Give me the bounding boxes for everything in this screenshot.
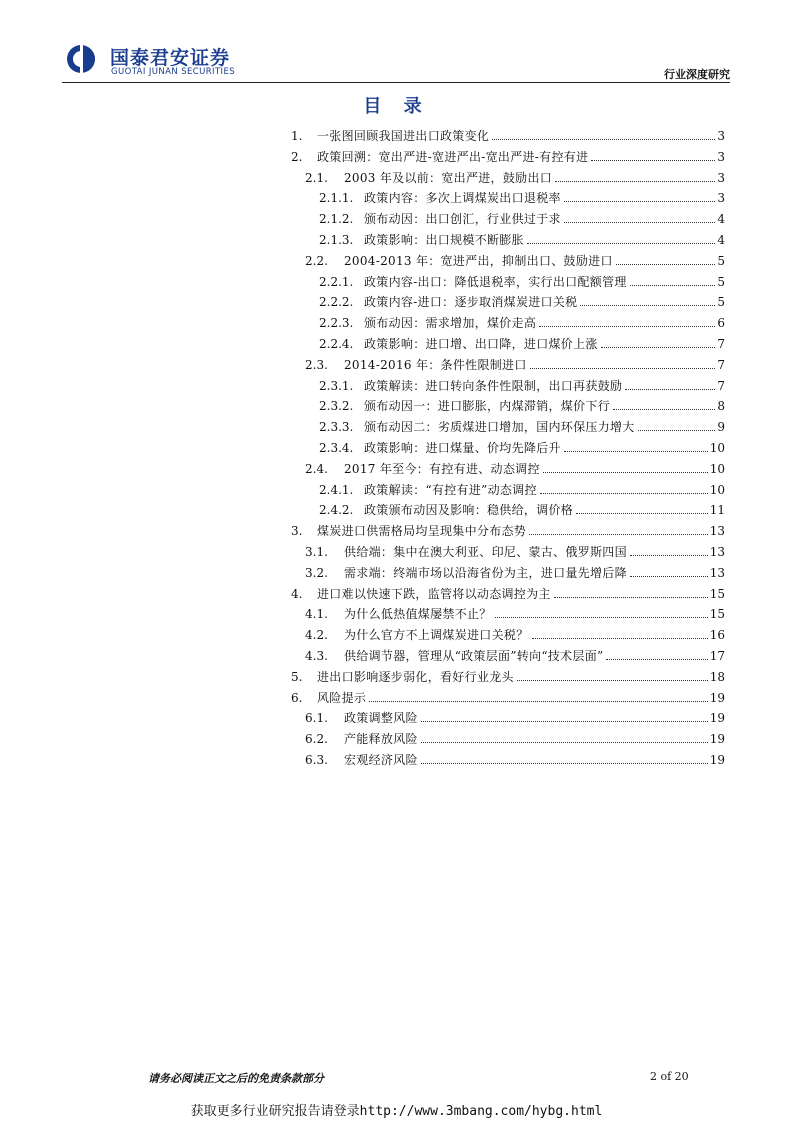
toc-entry-title: 颁布动因二：劣质煤进口增加，国内环保压力增大 <box>364 420 635 435</box>
toc-entry-page: 7 <box>717 336 725 351</box>
toc-entry-page: 5 <box>717 274 725 289</box>
toc-dot-leader <box>630 285 715 286</box>
toc-dot-leader <box>625 389 715 390</box>
toc-entry-title: 风险提示 <box>317 690 367 705</box>
toc-entry[interactable] <box>283 355 725 376</box>
toc-entry-title: 煤炭进口供需格局均呈现集中分布态势 <box>317 524 527 539</box>
toc-dot-leader <box>421 763 708 764</box>
toc-entry-page: 13 <box>709 565 725 580</box>
toc-entry-number: 2.2.2. <box>319 295 354 310</box>
toc-entry-title: 2017 年至今：有控有进、动态调控 <box>344 461 540 476</box>
toc-dot-leader <box>601 347 715 348</box>
disclaimer-note: 请务必阅读正文之后的免责条款部分 <box>148 1072 324 1085</box>
toc-entry-title: 政策影响：进口增、出口降，进口煤价上涨 <box>364 336 598 351</box>
toc-entry-page: 3 <box>717 170 725 185</box>
toc-entry-page: 19 <box>709 732 725 747</box>
toc-entry-page: 7 <box>717 357 725 372</box>
toc-entry-page: 10 <box>709 440 725 455</box>
toc-entry-page: 9 <box>717 420 725 435</box>
toc-entry-number: 4.1. <box>305 607 328 622</box>
toc-dot-leader <box>421 742 708 743</box>
toc-entry-number: 3.2. <box>305 565 328 580</box>
toc-entry[interactable] <box>283 188 725 209</box>
toc-entry[interactable] <box>283 168 725 189</box>
toc-entry-title: 宏观经济风险 <box>344 752 418 767</box>
toc-entry[interactable] <box>283 750 725 771</box>
toc-entry[interactable] <box>283 667 725 688</box>
toc-dot-leader <box>564 222 715 223</box>
toc-entry-title: 政策解读：进口转向条件性限制，出口再获鼓励 <box>364 378 623 393</box>
toc-entry[interactable] <box>283 542 725 563</box>
toc-entry-number: 2.2. <box>305 253 328 268</box>
toc-entry-number: 2.3.4. <box>319 440 354 455</box>
toc-entry-number: 2.1. <box>305 170 328 185</box>
toc-entry-number: 5. <box>291 669 303 684</box>
toc-entry[interactable] <box>283 272 725 293</box>
toc-entry-number: 2.4. <box>305 461 328 476</box>
toc-entry[interactable] <box>283 230 725 251</box>
toc-dot-leader <box>638 430 715 431</box>
toc-dot-leader <box>529 534 708 535</box>
toc-entry-title: 进出口影响逐步弱化，看好行业龙头 <box>317 669 514 684</box>
toc-entry-number: 4.2. <box>305 628 328 643</box>
toc-dot-leader <box>554 597 708 598</box>
toc-dot-leader <box>492 139 715 140</box>
toc-entry-title: 政策内容-进口：逐步取消煤炭进口关税 <box>364 295 578 310</box>
toc-entry[interactable] <box>283 480 725 501</box>
toc-entry[interactable] <box>283 521 725 542</box>
toc-title: 目 录 <box>363 96 430 117</box>
toc-dot-leader <box>576 513 708 514</box>
toc-entry-number: 6. <box>291 690 303 705</box>
report-type-label: 行业深度研究 <box>664 68 730 81</box>
toc-entry-page: 5 <box>717 295 725 310</box>
toc-dot-leader <box>421 721 708 722</box>
toc-entry-number: 2.1.2. <box>319 212 354 227</box>
toc-entry-title: 政策回溯：宽出严进-宽进严出-宽出严进-有控有进 <box>317 149 589 164</box>
guotai-junan-logo-icon <box>66 44 102 74</box>
toc-entry-title: 产能释放风险 <box>344 732 418 747</box>
page-number: 2 of 20 <box>650 1070 689 1083</box>
toc-entry-number: 2.2.1. <box>319 274 354 289</box>
toc-dot-leader <box>539 326 715 327</box>
toc-entry[interactable] <box>283 708 725 729</box>
toc-entry-number: 2.1.1. <box>319 191 354 206</box>
toc-dot-leader <box>616 264 715 265</box>
toc-entry-title: 政策颁布动因及影响：稳供给，调价格 <box>364 503 574 518</box>
toc-dot-leader <box>527 243 715 244</box>
toc-entry[interactable] <box>283 438 725 459</box>
toc-entry-page: 3 <box>717 191 725 206</box>
toc-entry-page: 11 <box>709 503 725 518</box>
toc-entry-title: 政策解读：“有控有进”动态调控 <box>364 482 537 497</box>
toc-entry-number: 4. <box>291 586 303 601</box>
toc-entry[interactable] <box>283 209 725 230</box>
toc-entry-page: 5 <box>717 253 725 268</box>
toc-entry-page: 15 <box>709 607 725 622</box>
toc-entry-title: 为什么官方不上调煤炭进口关税？ <box>344 628 529 643</box>
toc-entry-title: 政策内容：多次上调煤炭出口退税率 <box>364 191 561 206</box>
toc-entry-title: 进口难以快速下跌，监管将以动态调控为主 <box>317 586 551 601</box>
toc-entry-page: 10 <box>709 461 725 476</box>
toc-entry-number: 3.1. <box>305 544 328 559</box>
toc-entry-page: 13 <box>709 544 725 559</box>
toc-dot-leader <box>591 160 715 161</box>
toc-entry-page: 19 <box>709 752 725 767</box>
toc-entry-number: 6.2. <box>305 732 328 747</box>
toc-dot-leader <box>564 201 715 202</box>
toc-entry-page: 19 <box>709 711 725 726</box>
toc-entry[interactable] <box>283 417 725 438</box>
toc-entry-number: 2.1.3. <box>319 232 354 247</box>
toc-entry-title: 政策内容-出口：降低退税率，实行出口配额管理 <box>364 274 627 289</box>
toc-entry[interactable] <box>283 625 725 646</box>
toc-entry-number: 2.3.3. <box>319 420 354 435</box>
toc-entry-page: 15 <box>709 586 725 601</box>
toc-dot-leader <box>580 305 715 306</box>
toc-dot-leader <box>540 493 708 494</box>
toc-entry-page: 4 <box>717 232 725 247</box>
toc-dot-leader <box>606 659 707 660</box>
toc-dot-leader <box>543 472 708 473</box>
toc-entry-number: 2. <box>291 149 303 164</box>
toc-entry-title: 为什么低热值煤屡禁不止？ <box>344 607 492 622</box>
toc-entry[interactable] <box>283 729 725 750</box>
toc-entry[interactable] <box>283 646 725 667</box>
header-divider <box>62 82 730 83</box>
toc-entry-title: 颁布动因：需求增加，煤价走高 <box>364 316 537 331</box>
toc-entry[interactable] <box>283 584 725 605</box>
toc-dot-leader <box>532 638 708 639</box>
toc-entry-title: 2014-2016 年：条件性限制进口 <box>344 357 527 372</box>
toc-entry-number: 2.2.4. <box>319 336 354 351</box>
page-header <box>62 38 730 84</box>
toc-entry-page: 16 <box>709 628 725 643</box>
toc-entry-page: 18 <box>709 669 725 684</box>
toc-entry-title: 政策影响：进口煤量、价均先降后升 <box>364 440 561 455</box>
toc-entry-number: 2.4.2. <box>319 503 354 518</box>
toc-entry-number: 6.3. <box>305 752 328 767</box>
toc-entry-number: 6.1. <box>305 711 328 726</box>
toc-entry-number: 2.2.3. <box>319 316 354 331</box>
toc-dot-leader <box>555 181 715 182</box>
toc-entry-page: 7 <box>717 378 725 393</box>
toc-entry-page: 3 <box>717 149 725 164</box>
toc-entry-page: 10 <box>709 482 725 497</box>
toc-entry-page: 6 <box>717 316 725 331</box>
toc-entry-title: 颁布动因一：进口膨胀，内煤滞销，煤价下行 <box>364 399 611 414</box>
toc-entry[interactable] <box>283 396 725 417</box>
toc-entry[interactable] <box>283 313 725 334</box>
toc-entry-number: 1. <box>291 129 303 143</box>
toc-entry-number: 2.3. <box>305 357 328 372</box>
toc-entry-page: 19 <box>709 690 725 705</box>
toc-entry-title: 需求端：终端市场以沿海省份为主，进口量先增后降 <box>344 565 627 580</box>
toc-entry-page: 8 <box>717 399 725 414</box>
toc-dot-leader <box>369 701 708 702</box>
toc-entry[interactable] <box>283 334 725 355</box>
toc-entry-title: 2004-2013 年：宽进严出，抑制出口、鼓励进口 <box>344 253 613 268</box>
logo-english-name: GUOTAI JUNAN SECURITIES <box>111 67 236 77</box>
toc-dot-leader <box>630 576 708 577</box>
toc-entry-title: 颁布动因：出口创汇，行业供过于求 <box>364 212 561 227</box>
toc-dot-leader <box>613 409 715 410</box>
toc-entry-number: 3. <box>291 524 303 539</box>
toc-dot-leader <box>630 555 708 556</box>
toc-entry[interactable] <box>283 376 725 397</box>
toc-entry[interactable] <box>283 604 725 625</box>
toc-entry-number: 2.3.1. <box>319 378 354 393</box>
table-of-contents <box>283 126 725 771</box>
toc-entry-page: 3 <box>717 129 725 143</box>
toc-entry[interactable] <box>283 292 725 313</box>
toc-entry[interactable] <box>283 147 725 168</box>
toc-entry-title: 政策影响：出口规模不断膨胀 <box>364 232 524 247</box>
toc-entry-page: 4 <box>717 212 725 227</box>
promo-link-text[interactable]: 获取更多行业研究报告请登录http://www.3mbang.com/hybg.html <box>190 1104 603 1119</box>
toc-entry[interactable] <box>283 688 725 709</box>
toc-entry-title: 供给调节器，管理从“政策层面”转向“技术层面” <box>344 648 604 663</box>
toc-entry-number: 4.3. <box>305 648 328 663</box>
toc-entry[interactable] <box>283 563 725 584</box>
toc-entry-number: 2.3.2. <box>319 399 354 414</box>
toc-entry-title: 政策调整风险 <box>344 711 418 726</box>
logo-chinese-name: 国泰君安证券 <box>110 47 231 69</box>
toc-dot-leader <box>517 680 708 681</box>
toc-dot-leader <box>495 617 708 618</box>
toc-entry[interactable] <box>283 126 725 147</box>
toc-entry-title: 供给端：集中在澳大利亚、印尼、蒙古、俄罗斯四国 <box>344 544 627 559</box>
toc-dot-leader <box>564 451 708 452</box>
toc-entry[interactable] <box>283 251 725 272</box>
toc-entry-title: 2003 年及以前：宽出严进，鼓励出口 <box>344 170 553 185</box>
toc-entry[interactable] <box>283 459 725 480</box>
toc-entry-number: 2.4.1. <box>319 482 354 497</box>
toc-entry-title: 一张图回顾我国进出口政策变化 <box>317 129 490 143</box>
toc-entry[interactable] <box>283 500 725 521</box>
toc-entry-page: 13 <box>709 524 725 539</box>
toc-entry-page: 17 <box>709 648 725 663</box>
toc-dot-leader <box>530 368 715 369</box>
